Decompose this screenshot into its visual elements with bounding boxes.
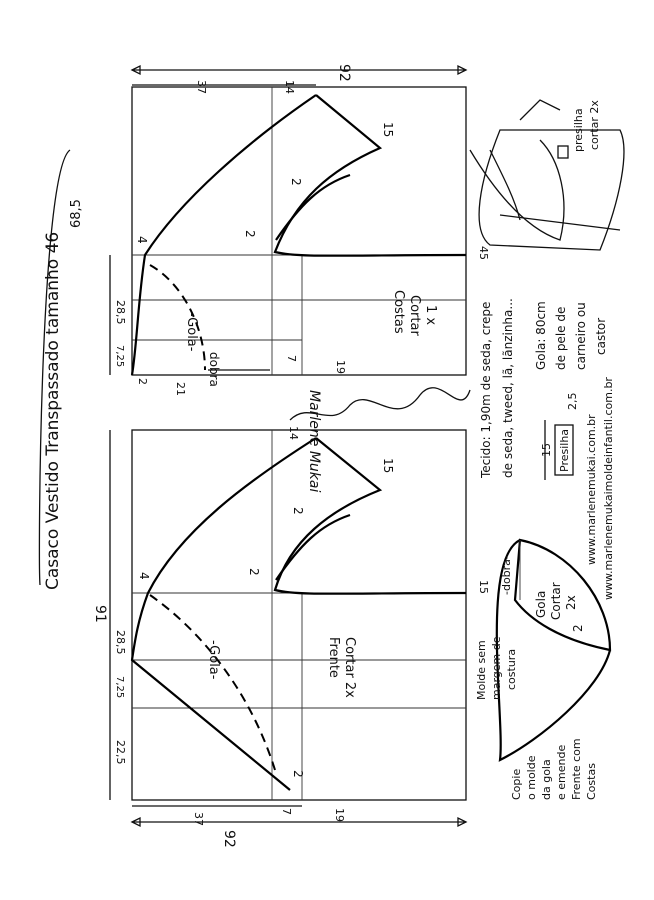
collar-cut: Cortar (549, 582, 563, 620)
collar-instr-4: e emende (555, 744, 568, 800)
presilha-height: 2,5 (566, 392, 579, 410)
collar-seg-2: 2 (571, 624, 585, 632)
collar-instr-6: Costas (585, 763, 598, 800)
front-total-height: 91 (92, 605, 108, 623)
front-seg-37: 37 (192, 812, 205, 826)
collar-instr-1: Copie (510, 768, 523, 800)
front-seg-28-5: 28,5 (114, 630, 127, 655)
pattern-title: Casaco Vestido Transpassado tamanho 46 (43, 231, 63, 590)
back-seg-7-25: 7,25 (114, 345, 125, 368)
coat-illustration (470, 100, 624, 250)
fabric-line-3: Gola: 80cm (534, 301, 548, 370)
front-seg-15a: 15 (381, 458, 395, 474)
front-pattern-piece (92, 426, 490, 848)
back-seg-7: 7 (285, 355, 298, 362)
collar-piece (475, 540, 610, 800)
collar-note-1: Molde sem (475, 640, 488, 700)
back-pattern-piece (110, 64, 490, 396)
collar-instr-2: o molde (525, 755, 538, 800)
fabric-line-4: de pele de (554, 306, 568, 370)
back-seg-2c: 2 (136, 378, 149, 385)
website-2: www.marlenemukaimoldeinfantil.com.br (602, 377, 615, 600)
collar-instr-5: Frente com (570, 738, 583, 800)
front-seg-22-5: 22,5 (114, 740, 127, 765)
back-gola-label: -Gola- (184, 312, 199, 352)
presilha-figure-cut: cortar 2x (588, 100, 601, 150)
collar-name: Gola (534, 590, 548, 618)
front-seg-2a: 2 (291, 507, 305, 515)
collar-instr-3: da gola (540, 759, 553, 800)
back-piece-cut: Cortar (407, 295, 422, 336)
back-seg-37: 37 (195, 80, 208, 94)
front-piece-cut: Cortar 2x (342, 637, 357, 698)
front-seg-19: 19 (333, 808, 346, 822)
fabric-line-5: carneiro ou (574, 302, 588, 370)
front-seg-15b: 15 (477, 580, 490, 594)
fabric-line-6: castor (594, 317, 608, 355)
website-1: www.marlenemukai.com.br (585, 414, 598, 565)
fabric-line-1: Tecido: 1,90m de seda, crepe (479, 301, 493, 478)
presilha-width: 15 (540, 443, 553, 457)
fabric-line-2: de seda, tweed, lã, lãnzinha... (501, 298, 515, 478)
back-seg-2a: 2 (289, 178, 303, 186)
total-height-label: 68,5 (69, 199, 84, 228)
front-seg-7: 7 (280, 808, 293, 815)
back-top-width-label: 92 (336, 64, 352, 82)
back-seg-28-5: 28,5 (114, 300, 127, 325)
front-seg-7-25: 7,25 (114, 676, 125, 699)
back-seg-19: 19 (334, 360, 347, 374)
back-piece-qty: 1 x (423, 305, 438, 326)
signature-text: Marlene Mukai (306, 390, 322, 493)
collar-note-2: margem de (490, 636, 503, 700)
back-seg-45: 45 (477, 246, 490, 260)
front-seg-2b: 2 (247, 568, 261, 576)
back-seg-2b: 2 (243, 230, 257, 238)
collar-dobra: -dobra- (500, 555, 513, 595)
front-seg-4: 4 (137, 572, 151, 580)
collar-note-3: costura (505, 648, 518, 690)
front-gola-label: -Gola- (206, 640, 221, 680)
back-piece-name: Costas (391, 290, 406, 334)
collar-qty: 2x (564, 595, 578, 610)
front-seg-14: 14 (287, 426, 300, 440)
presilha-label: Presilha (558, 428, 571, 472)
back-seg-15: 15 (381, 122, 395, 138)
front-bottom-width: 92 (221, 830, 237, 848)
front-seg-2c: 2 (291, 770, 305, 778)
back-seg-21: 21 (174, 382, 187, 396)
back-dobra-label: dobra (207, 352, 221, 387)
presilha-piece (540, 393, 579, 481)
presilha-figure-label: presilha (572, 108, 585, 152)
front-piece-name: Frente (326, 637, 341, 678)
back-seg-14: 14 (283, 80, 296, 94)
back-seg-4: 4 (135, 236, 149, 244)
